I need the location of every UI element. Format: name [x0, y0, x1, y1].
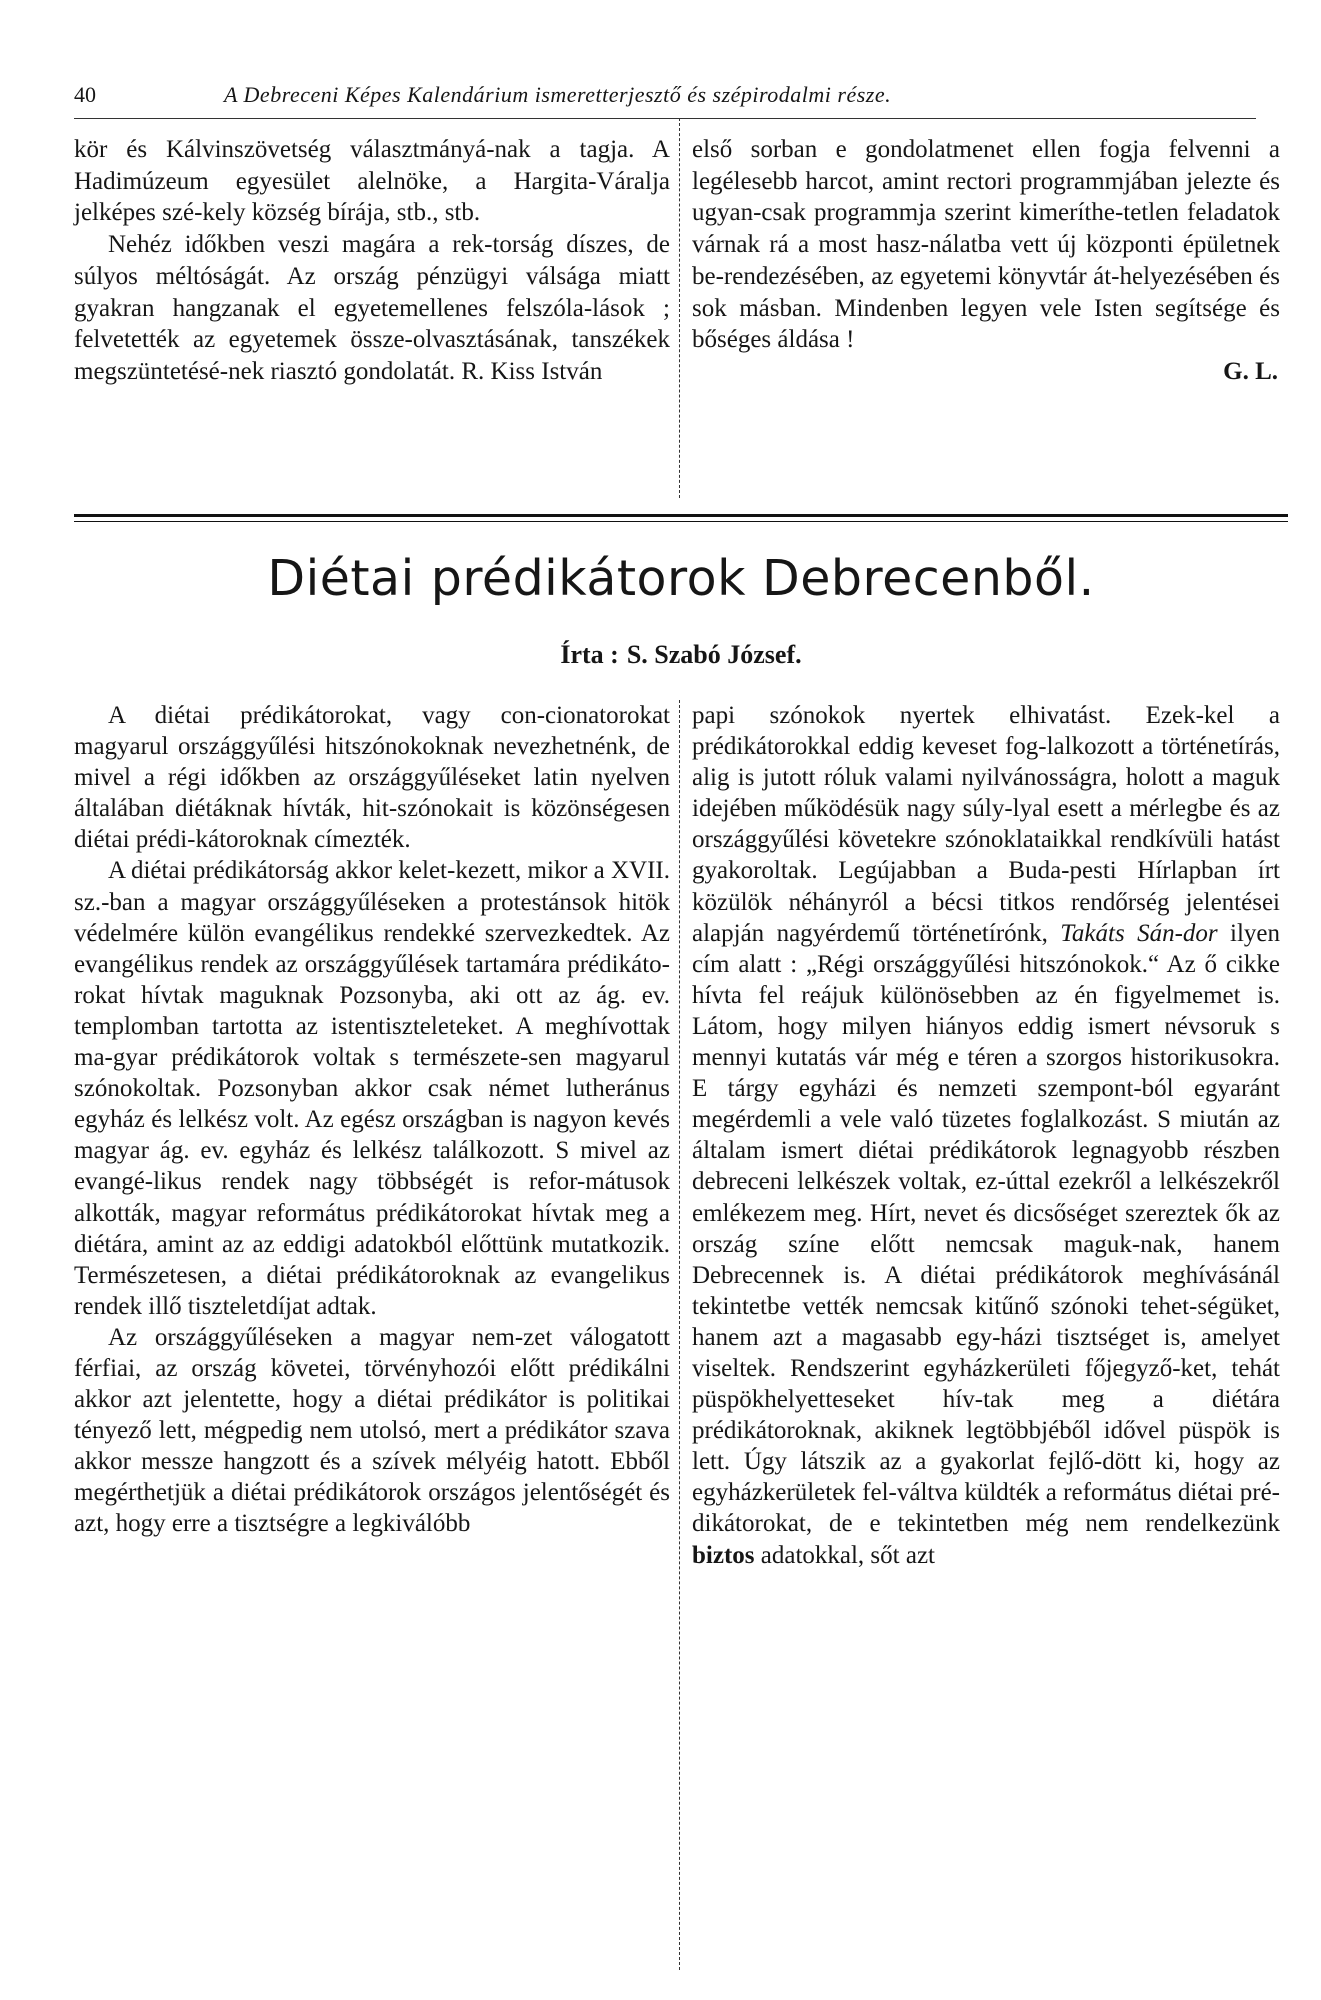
article-right-column — [692, 700, 1280, 1571]
column-divider — [679, 118, 680, 498]
top-left-column — [74, 134, 670, 388]
running-title: A Debreceni Képes Kalendárium ismeretterjesztő és szépirodalmi része. — [224, 82, 892, 107]
paragraph: A diétai prédikátorokat, vagy con-cionatorokat magyarul országgyűlési hitszónokoknak nevezhetnénk, de mivel a régi időkben az országgyűléseket latin nyelven általában diétáknak hívták, hit-szónokait is közönségesen diétai prédi-kátoroknak címezték. — [74, 702, 670, 854]
text-run: ilyen cím alatt : „Régi országgyűlési hitszónokok.“ Az ő cikke hívta fel reájuk különösebben az én figyelmemet is. Látom, hogy milyen hiányos eddig ismert névsoruk s mennyi kutatás vár még e téren a szorgos historikusokra. E tárgy egyházi és nemzeti szempont-ból egyaránt megérdemli a vele való tüzetes foglalkozást. S miután az általam ismert diétai prédikátorok legnagyobb részben debreceni lelkészek voltak, ez-úttal ezekről a lelkészekről emlékezem meg. Hírt, nevet és dicsőséget szereztek ők az ország színe előtt nemcsak maguk-nak, hanem Debrecennek is. A diétai prédikátorok meghívásánál tekintetbe vették nemcsak kitűnő szónoki tehet-ségüket, hanem azt a magasabb egy-házi tisztséget is, amelyet viseltek. Rendszerint egyházkerületi főjegyző-ket, tehát püspökhelyetteseket hív-tak meg a diétára prédikátoroknak, akiknek legtöbbjéből idővel püspök is lett. Úgy látszik az a gyakorlat fejlő-dött ki, hogy az egyházkerületek fel-váltva küldték a református diétai pré-dikátorokat, de e tekintetben még nem rendelkezünk — [692, 919, 1281, 1538]
article-left-column — [74, 700, 670, 1540]
column-divider — [679, 700, 680, 1970]
text-run: adatokkal, sőt azt — [754, 1541, 935, 1569]
text-run: papi szónokok nyertek elhivatást. Ezek-kel a prédikátorokkal eddig keveset fog-lalkozott a történetírás, alig is jutott róluk valami nyilvánosságra, holott a maguk idejében működésük nagy súly-lyal esett a mérlegbe és az országgyűlési követekre szónoklataikkal rendkívüli hatást gyakoroltak. Legújabban a Buda-pesti Hírlapban írt közülök néhányról a bécsi titkos rendőrség jelentései alapján nagyérdemű történetírónk, — [692, 702, 1280, 947]
paragraph: Az országgyűléseken a magyar nem-zet válogatott férfiai, az ország követei, törvényhozói előtt prédikálni akkor azt jelentette, hogy a diétai prédikátor is politikai tényező lett, mégpedig nem utolsó, mert a prédikátor szava akkor messze hangzott és a szívek mélyéig hatott. Ebből megérthetjük a diétai prédikátorok országos jelentőségét és azt, hogy erre a tisztségre a legkiválóbb — [74, 1323, 670, 1538]
running-header — [74, 80, 1256, 119]
byline — [74, 640, 1288, 670]
author-name-italic: Takáts Sán-dor — [1060, 919, 1218, 947]
paragraph: Nehéz időkben veszi magára a rek-torság díszes, de súlyos méltóságát. Az ország pénzügyi válsága miatt gyakran hangzanak el egyetemellenes felszóla-lások ; felvetették az egyetemek össze-olvasztásának, tanszékek megszüntetésé-nek riasztó gondolatát. R. Kiss István — [74, 231, 670, 385]
article-title: Diétai prédikátorok Debrecenből. — [267, 550, 1095, 607]
section-divider — [74, 514, 1288, 522]
top-right-column — [692, 134, 1280, 388]
paragraph: első sorban e gondolatmenet ellen fogja felvenni a legélesebb harcot, amint rectori programmjában jelezte és ugyan-csak programmja szerint kimeríthe-tetlen feladatok várnak rá a most hasz-nálatba vett új központi épületnek be-rendezésében, az egyetemi könyvtár át-helyezésében és sok másban. Mindenben legyen vele Isten segítsége és bőséges áldása ! — [692, 136, 1280, 354]
paragraph: kör és Kálvinszövetség választmányá-nak a tagja. A Hadimúzeum egyesület alelnöke, a Hargita-Váralja jelképes szé-kely község bírája, stb., stb. — [74, 136, 670, 227]
paragraph — [692, 700, 1280, 1571]
author-signature: G. L. — [1223, 357, 1278, 385]
byline-author: S. Szabó József. — [626, 640, 802, 669]
page-number: 40 — [74, 82, 96, 107]
byline-prefix: Írta : — [560, 640, 619, 669]
bold-word: biztos — [692, 1541, 755, 1569]
paragraph: A diétai prédikátorság akkor kelet-kezett, mikor a XVII. sz.-ban a magyar országgyűléseken a protestánsok hitök védelmére külön evangélikus rendekké szervezkedtek. Az evangélikus rendek az országgyűlések tartamára prédikáto-rokat hívtak maguknak Pozsonyba, aki ott az ág. ev. templomban tartotta az istentiszteleteket. A meghívottak ma-gyar prédikátorok voltak s természete-sen magyarul szónokoltak. Pozsonyban akkor csak német lutheránus egyház és lelkész volt. Az egész országban is nagyon kevés magyar ág. ev. egyház és lelkész találkozott. S mivel az evangé-likus rendek nagy többségét is refor-mátusok alkották, magyar református prédikátorokat hívtak meg a diétára, amint az az eddigi adatokból előttünk mutatkozik. Természetesen, a diétai prédikátoroknak az evangelikus rendek illő tiszteletdíjat adtak. — [74, 857, 670, 1320]
